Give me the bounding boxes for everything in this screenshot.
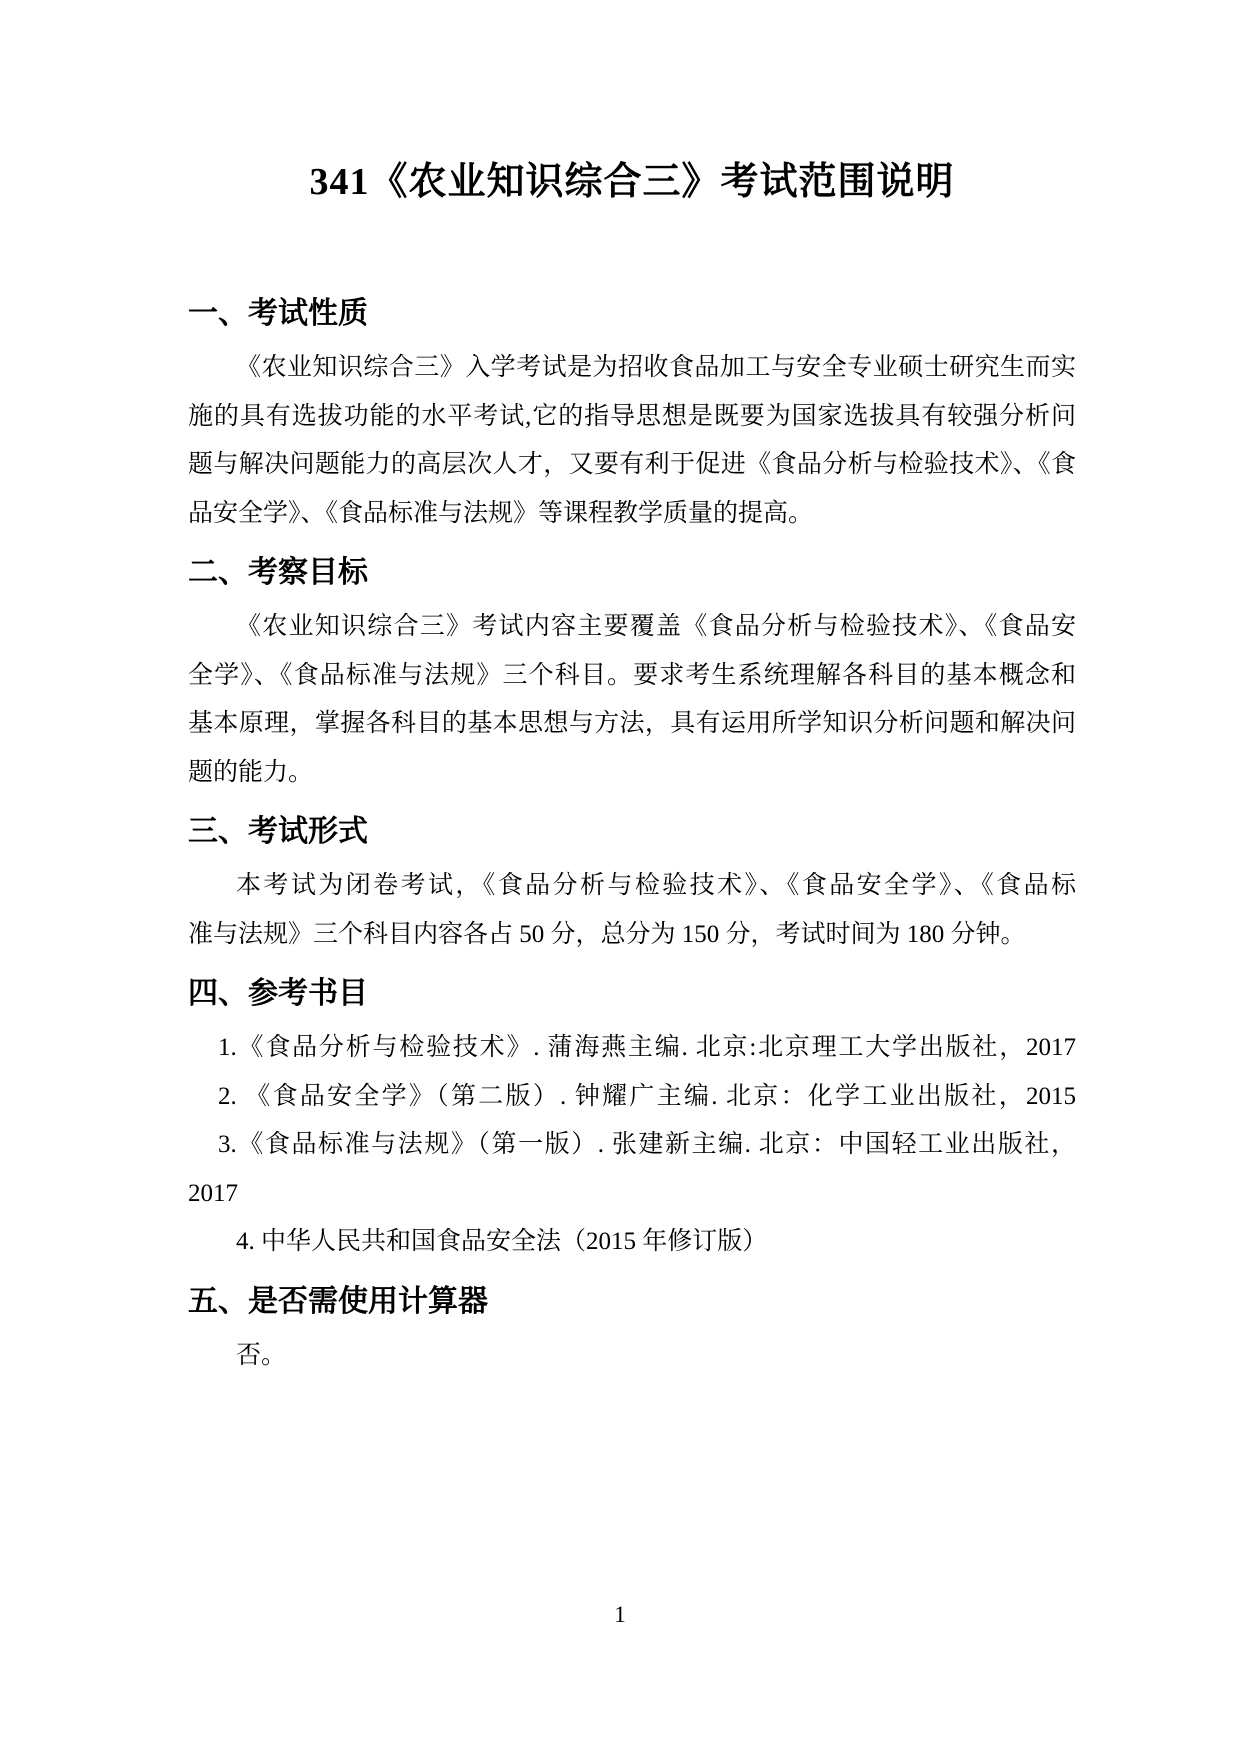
text-line: 否。 (236, 1341, 287, 1369)
section-heading: 五、是否需使用计算器 (188, 1284, 488, 1318)
text-line: 1.《食品分析与检验技术》. 蒲海燕主编. 北京:北京理工大学出版社，2017 (218, 1034, 1076, 1061)
text-line: 题与解决问题能力的高层次人才，又要有利于促进《食品分析与检验技术》、《食 (188, 451, 1076, 478)
text-line: 品安全学》、《食品标准与法规》等课程教学质量的提高。 (188, 499, 814, 527)
text-line: 3.《食品标准与法规》（第一版）. 张建新主编. 北京：中国轻工业出版社， (218, 1131, 1076, 1158)
text-line: 题的能力。 (188, 758, 314, 786)
section-1 (188, 284, 1076, 538)
section-heading: 一、考试性质 (188, 297, 368, 330)
text-line: 本考试为闭卷考试，《食品分析与检验技术》、《食品安全学》、《食品标 (236, 872, 1076, 899)
text-line: 准与法规》三个科目内容各占 50 分，总分为 150 分，考试时间为 180 分钟。 (188, 920, 1026, 948)
text-line: 2017 (188, 1179, 238, 1207)
section-5 (188, 1272, 1076, 1381)
text-line: 2. 《食品安全学》（第二版）. 钟耀广主编. 北京：化学工业出版社，2015 (218, 1082, 1076, 1110)
document-body (188, 284, 1076, 1380)
document-title: 341《农业知识综合三》考试范围说明 (309, 161, 955, 203)
section-heading: 四、参考书目 (188, 977, 368, 1010)
section-heading: 二、考察目标 (188, 556, 368, 589)
text-line: 4. 中华人民共和国食品安全法（2015 年修订版） (236, 1228, 768, 1255)
section-3 (188, 802, 1076, 959)
section-heading: 三、考试形式 (188, 815, 368, 848)
section-4 (188, 964, 1076, 1267)
text-line: 全学》、《食品标准与法规》三个科目。要求考生系统理解各科目的基本概念和 (188, 661, 1076, 689)
page-number: 1 (614, 1602, 626, 1627)
text-line: 《农业知识综合三》考试内容主要覆盖《食品分析与检验技术》、《食品安 (236, 613, 1076, 640)
section-2 (188, 543, 1076, 797)
text-line: 施的具有选拔功能的水平考试,它的指导思想是既要为国家选拔具有较强分析问 (188, 402, 1076, 430)
text-line: 基本原理，掌握各科目的基本思想与方法，具有运用所学知识分析问题和解决问 (188, 710, 1076, 737)
text-line: 《农业知识综合三》入学考试是为招收食品加工与安全专业硕士研究生而实 (236, 354, 1076, 381)
document-content (188, 158, 1076, 1380)
